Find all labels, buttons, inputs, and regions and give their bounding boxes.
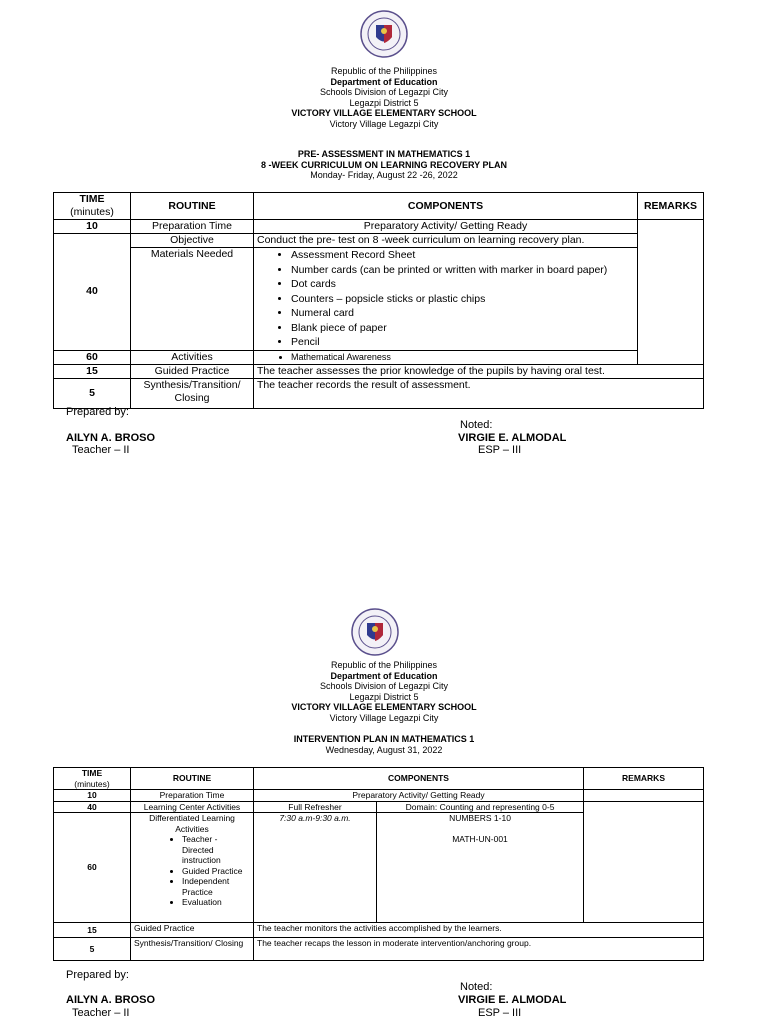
list-item: • Counters – popsicle sticks or plastic chips — [291, 292, 634, 307]
list-item: • Guided Practice — [182, 866, 250, 877]
header-republic: Republic of the Philippines — [330, 66, 438, 76]
header-address: Victory Village Legazpi City — [329, 712, 439, 723]
noted-label: Noted: — [460, 981, 493, 993]
col-components: COMPONENTS — [254, 768, 584, 790]
list-item: • Pencil — [291, 335, 634, 350]
header-department: Department of Education — [330, 76, 438, 87]
doc-title: INTERVENTION PLAN IN MATHEMATICS 1 — [293, 734, 475, 744]
differentiated-activities: Differentiated Learning Activities • Teacher - Directed instruction • Guided Practice • Independent Practice • Evaluation — [131, 813, 254, 923]
noted-title: ESP – III — [478, 1007, 522, 1019]
table-row: 60 Activities • Mathematical Awareness — [54, 350, 704, 364]
list-item: • Independent Practice — [182, 876, 250, 897]
header-address: Victory Village Legazpi City — [329, 118, 439, 129]
table-row: 5 Synthesis/Transition/ Closing The teacher recaps the lesson in moderate intervention/anchoring group. — [54, 938, 704, 961]
table-row: 15 Guided Practice The teacher monitors the activities accomplished by the learners. — [54, 923, 704, 938]
header-division: Schools Division of Legazpi City — [319, 681, 449, 692]
table-row: 40 Learning Center Activities Full Refresher Domain: Counting and representing 0-5 — [54, 801, 704, 813]
doc-title: PRE- ASSESSMENT IN MATHEMATICS 1 — [297, 149, 471, 159]
col-components: COMPONENTS — [254, 193, 638, 220]
prepared-by-label: Prepared by: — [66, 406, 129, 418]
intervention-plan-table — [53, 767, 704, 961]
header-division: Schools Division of Legazpi City — [319, 87, 449, 98]
list-item: • Blank piece of paper — [291, 321, 634, 336]
noted-name: VIRGIE E. ALMODAL — [458, 994, 567, 1006]
doc-date: Wednesday, August 31, 2022 — [325, 744, 443, 755]
deped-seal-logo — [360, 10, 408, 58]
deped-seal-logo — [351, 608, 399, 656]
noted-name: VIRGIE E. ALMODAL — [458, 432, 567, 444]
list-item: • Teacher - Directed instruction — [182, 834, 250, 866]
col-routine: ROUTINE — [131, 193, 254, 220]
prepared-by-label: Prepared by: — [66, 969, 129, 981]
table-row: 15 Guided Practice The teacher assesses the prior knowledge of the pupils by having oral test. — [54, 364, 704, 378]
table-row: 5 Synthesis/Transition/ Closing The teacher records the result of assessment. — [54, 378, 704, 408]
header-school: VICTORY VILLAGE ELEMENTARY SCHOOL — [291, 702, 477, 713]
pre-assessment-table — [53, 192, 704, 409]
prepared-by-name: AILYN A. BROSO — [66, 994, 156, 1006]
list-item: • Number cards (can be printed or written with marker in board paper) — [291, 263, 634, 278]
table-row: 60 Differentiated Learning Activities • Teacher - Directed instruction • Guided Practice • Independent Practice • Evaluation 7:30 a.m-9:30 a.m. NUMBERS 1-10 MATH-UN-001 — [54, 813, 704, 923]
header-republic: Republic of the Philippines — [330, 660, 438, 670]
list-item: • Dot cards — [291, 277, 634, 292]
table-row: 40 Objective Conduct the pre- test on 8 -week curriculum on learning recovery plan. — [54, 234, 704, 248]
header-department: Department of Education — [330, 670, 438, 681]
table-row: 10 Preparation Time Preparatory Activity/ Getting Ready — [54, 220, 704, 234]
noted-label: Noted: — [460, 419, 493, 431]
prepared-by-title: Teacher – II — [72, 1007, 130, 1019]
col-time: TIME (minutes) — [54, 193, 131, 220]
table-row: Materials Needed • Assessment Record Sheet • Number cards (can be printed or written with marker in board paper) • Dot cards • Counters – popsicle sticks or plastic chips • Numeral card • Blank piece of paper • Pencil — [54, 248, 704, 351]
doc-date: Monday- Friday, August 22 -26, 2022 — [310, 170, 458, 181]
col-routine: ROUTINE — [131, 768, 254, 790]
col-remarks: REMARKS — [638, 193, 704, 220]
table-row: 10 Preparation Time Preparatory Activity/ Getting Ready — [54, 790, 704, 802]
noted-title: ESP – III — [478, 444, 522, 456]
list-item: • Mathematical Awareness — [291, 351, 634, 364]
header-district: Legazpi District 5 — [349, 691, 419, 702]
materials-list — [254, 248, 638, 351]
list-item: • Evaluation — [182, 897, 250, 908]
header-school: VICTORY VILLAGE ELEMENTARY SCHOOL — [291, 108, 477, 119]
prepared-by-name: AILYN A. BROSO — [66, 432, 156, 444]
col-remarks: REMARKS — [584, 768, 704, 790]
prepared-by-title: Teacher – II — [72, 444, 130, 456]
header-district: Legazpi District 5 — [349, 97, 419, 108]
list-item: • Numeral card — [291, 306, 634, 321]
col-time: TIME (minutes) — [54, 768, 131, 790]
list-item: • Assessment Record Sheet — [291, 248, 634, 263]
doc-subtitle: 8 -WEEK CURRICULUM ON LEARNING RECOVERY PLAN — [260, 159, 507, 170]
